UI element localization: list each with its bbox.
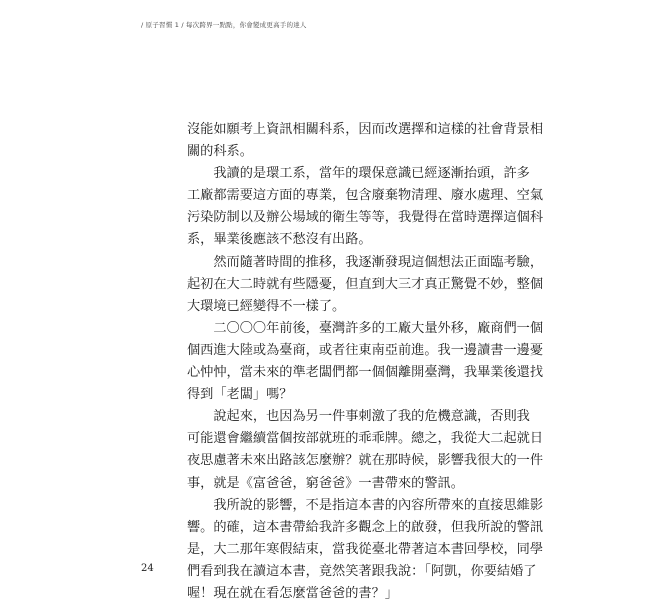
text-line: 得到「老闆」嗎？ [187, 387, 293, 403]
text-line: 污染防制以及辦公場域的衛生等等，我覺得在當時選擇這個科 [187, 210, 544, 226]
page-number: 24 [141, 563, 154, 574]
text-line: 二〇〇〇年前後，臺灣許多的工廠大量外移，廠商們一個 [187, 320, 544, 336]
text-line: 我讀的是環工系，當年的環保意識已經逐漸抬頭，許多 [187, 166, 530, 182]
text-line: 響。的確，這本書帶給我許多觀念上的啟發，但我所說的警訊 [187, 519, 544, 535]
text-line: 事，就是《富爸爸，窮爸爸》一書帶來的警訊。 [187, 475, 464, 491]
text-line: 們看到我在讀這本書，竟然笑著跟我說：「阿凱，你要結婚了 [187, 563, 537, 579]
text-line: 沒能如願考上資訊相關科系，因而改選擇和這樣的社會背景相 [187, 122, 544, 137]
text-line: 大環境已經變得不一樣了。 [187, 298, 346, 314]
text-line: 起初在大二時就有些隱憂，但直到大三才真正驚覺不妙，整個 [187, 276, 544, 292]
text-line: 說起來，也因為另一件事刺激了我的危機意識，否則我 [187, 409, 530, 425]
text-line: 系，畢業後應該不愁沒有出路。 [187, 232, 372, 248]
text-line: 心忡忡，當未來的準老闆們都一個個離開臺灣，我畢業後還找 [187, 365, 544, 381]
text-line: 我所說的影響，不是指這本書的內容所帶來的直接思維影 [187, 497, 544, 513]
text-line: 喔！現在就在看怎麼當爸爸的書？」 [187, 585, 398, 601]
text-line: 個西進大陸或為臺商，或者往東南亞前進。我一邊讀書一邊憂 [187, 342, 544, 358]
text-line: 是，大二那年寒假結束，當我從臺北帶著這本書回學校，同學 [187, 541, 544, 557]
body-text [187, 119, 544, 605]
text-line: 工廠都需要這方面的專業，包含廢棄物清理、廢水處理、空氣 [187, 188, 544, 204]
running-header: / 原子習慣 1 / 每次跨界一點點，你會變成更高手的達人 [141, 21, 307, 29]
text-line: 可能還會繼續當個按部就班的乖乖牌。總之，我從大二起就日 [187, 431, 544, 447]
text-line: 關的科系。 [187, 144, 253, 160]
text-line: 夜思慮著未來出路該怎麼辦？就在那時候，影響我很大的一件 [187, 453, 544, 469]
text-line: 然而隨著時間的推移，我逐漸發現這個想法正面臨考驗， [187, 254, 544, 270]
